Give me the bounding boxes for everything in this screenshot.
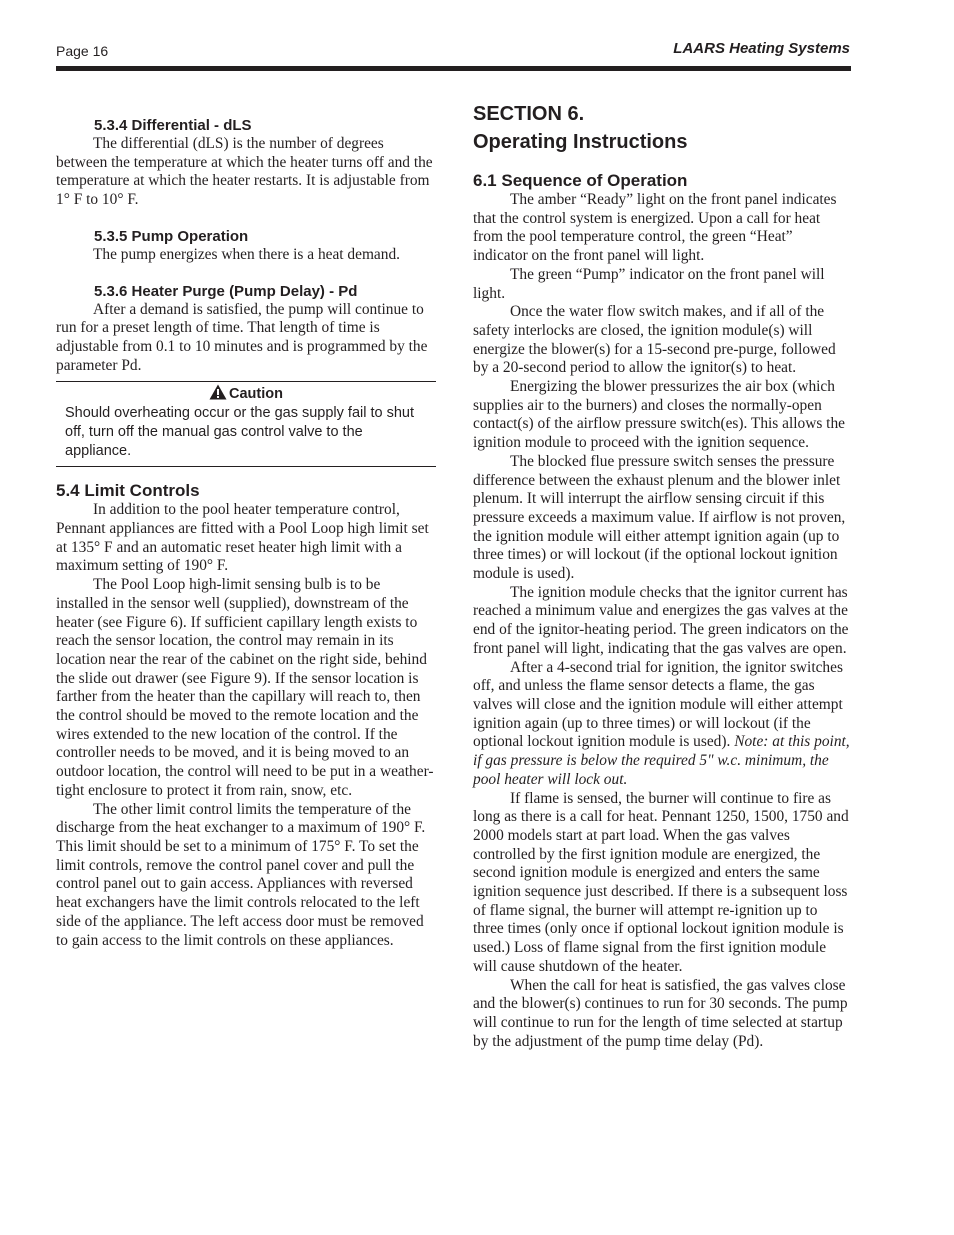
caution-title: Caution: [229, 386, 283, 403]
heading-5-3-4: 5.3.4 Differential - dLS: [94, 117, 252, 134]
warning-triangle-icon: [209, 386, 229, 402]
paragraph: If flame is sensed, the burner will continue to fire as long as there is a call for heat. Pennant 1250, 1500, 1750 and 2000 models start at part load. When the gas valves controlled by the first ignition module are energized, the second ignition module is energized and enters the same ignition sequence just described. If there is a subsequent loss of flame signal, the burner will attempt re-ignition up to three times (only once if optional lockout ignition module is used.) Loss of flame signal from the first ignition module will cause shutdown of the heater.: [473, 789, 849, 975]
paragraph: The green “Pump” indicator on the front panel will light.: [473, 265, 825, 302]
note-text: Note: at this point, if gas pressure is below the required 5" w.c. minimum, the pool heater will lock out.: [473, 733, 850, 788]
paragraph: [473, 659, 851, 790]
section-title-line2: Operating Instructions: [473, 131, 688, 153]
paragraph-text: After a 4-second trial for ignition, the ignitor switches off, and unless the flame sensor detects a flame, the gas valves will close and the ignition module will either attempt ignition again (up to three times) or will lockout (if the optional lockout ignition module is used).: [473, 658, 843, 751]
paragraph: The amber “Ready” light on the front panel indicates that the control system is energized. Upon a call for heat from the pool temperature control, the green “Heat” indicator on the front panel will light.: [473, 191, 837, 265]
header-rule: [56, 66, 851, 71]
caution-box: [56, 381, 436, 467]
caution-text: Should overheating occur or the gas supply fail to shut off, turn off the manual gas control valve to the appliance.: [65, 405, 415, 460]
page-number: Page 16: [56, 43, 109, 59]
brand-name: LAARS Heating Systems: [673, 40, 850, 57]
heading-5-4: 5.4 Limit Controls: [56, 481, 200, 501]
paragraph: When the call for heat is satisfied, the gas valves close and the blower(s) continues to run for 30 seconds. The pump will continue to run for the length of time selected at startup by the adjustment of the pump time delay (Pd).: [473, 976, 848, 1050]
heading-6-1: 6.1 Sequence of Operation: [473, 171, 688, 190]
paragraph: The Pool Loop high-limit sensing bulb is to be installed in the sensor well (supplied), downstream of the heater (see Figure 6). If sufficient capillary length exists to reach the sensor location, the control may remain in its location near the rear of the cabinet on the right side, behind the slide out drawer (see Figure 9). If the sensor location is farther from the heater than the capillary will reach to, then the control should be moved to the remote location and the wires extended to the new location of the control. If the controller needs to be moved, and it is being moved to an outdoor location, the control will need to be put in a weather-tight enclosure to protect it from rain, snow, etc.: [56, 576, 434, 799]
paragraph: The pump energizes when there is a heat demand.: [93, 245, 400, 263]
section-title-line1: SECTION 6.: [473, 103, 585, 125]
paragraph: The blocked flue pressure switch senses the pressure difference between the exhaust plenum and the blower inlet plenum. It will interrupt the airflow sensing circuit if this pressure exceeds a maximum value. If airflow is not proven, the ignition module will either attempt ignition again (up to three times) or will lockout (if the optional lockout ignition module is used).: [473, 452, 846, 583]
caution-heading: [65, 384, 427, 404]
paragraph: Once the water flow switch makes, and if all of the safety interlocks are closed, the ignition module(s) will energize the blower(s) for a 15-second pre-purge, followed by a 20-second period to allow the ignitor(s) to heat.: [473, 303, 836, 377]
heading-5-3-5: 5.3.5 Pump Operation: [94, 227, 249, 245]
paragraph: The differential (dLS) is the number of degrees between the temperature at which the heater turns off and the temperature at which the heater restarts. It is adjustable from 1° F to 10° F.: [56, 135, 433, 209]
left-column: [56, 100, 436, 950]
right-column: [473, 100, 851, 1051]
heading-5-3-6: 5.3.6 Heater Purge (Pump Delay) - Pd: [94, 282, 358, 300]
paragraph: In addition to the pool heater temperature control, Pennant appliances are fitted with a Pool Loop high limit set at 135° F and an automatic reset heater high limit with a maximum setting of 190° F.: [56, 501, 429, 575]
paragraph: Energizing the blower pressurizes the air box (which supplies air to the burners) and closes the normally-open contact(s) of the airflow pressure switch(es). This allows the ignition module to proceed with the ignition sequence.: [473, 378, 845, 452]
paragraph: The ignition module checks that the ignitor current has reached a minimum value and energizes the gas valves at the end of the ignitor-heating period. The green indicators on the front panel will light, indicating that the gas valves are open.: [473, 583, 849, 657]
paragraph: The other limit control limits the temperature of the discharge from the heat exchanger to a maximum of 190° F. This limit should be set to a minimum of 175° F. To set the limit controls, remove the control panel cover and pull the control panel out to gain access. Appliances with reversed heat exchangers have the limit controls relocated to the left side of the appliance. The left access door must be removed to gain access to the limit controls on these appliances.: [56, 800, 426, 949]
paragraph: After a demand is satisfied, the pump will continue to run for a preset length of time. That length of time is adjustable from 0.1 to 10 minutes and is programmed by the parameter Pd.: [56, 300, 428, 374]
